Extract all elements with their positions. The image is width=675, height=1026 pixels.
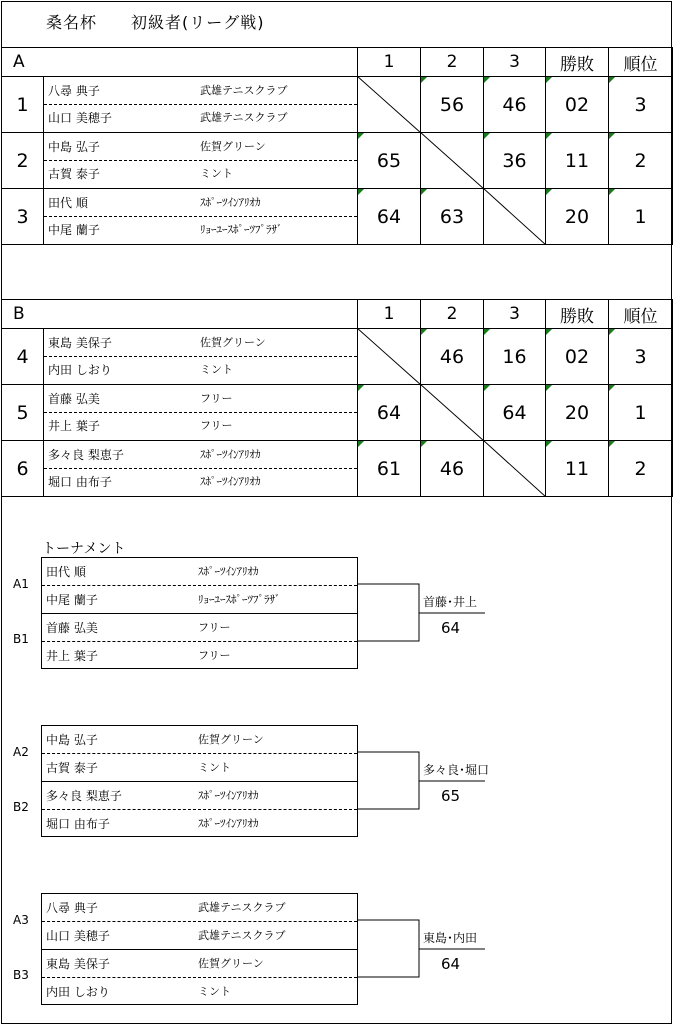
score-value: 65 <box>376 149 402 172</box>
player-name: 東島 美保子 <box>48 336 112 350</box>
player-name: 堀口 由布子 <box>46 817 110 831</box>
diagonal-line <box>420 384 484 441</box>
corner-marker <box>609 441 615 447</box>
player-club: 武雄テニスクラブ <box>200 111 288 124</box>
match-winner: 東島･内田 <box>423 931 478 945</box>
player-name: 八尋 典子 <box>48 84 100 98</box>
corner-marker <box>358 189 364 195</box>
player-club: 佐賀グリーン <box>200 140 266 153</box>
pair-cell <box>43 328 358 385</box>
score-cell <box>483 76 546 133</box>
player-club: ミント <box>200 363 233 376</box>
player-name: 中尾 蘭子 <box>48 223 100 237</box>
header-wl: 勝敗 <box>545 47 609 77</box>
rank-cell <box>608 384 673 441</box>
diagonal-line <box>357 328 421 385</box>
league-table-b <box>1 299 672 494</box>
win-loss-cell <box>545 132 609 189</box>
player-club: ミント <box>198 985 231 998</box>
score-cell <box>420 76 484 133</box>
player-club: ｽﾎﾟｰﾂｲﾝｱﾘｵｶ <box>198 817 259 830</box>
match-winner: 多々良･堀口 <box>423 763 490 777</box>
pair-cell <box>43 132 358 189</box>
group-label: A <box>1 47 358 77</box>
win-loss-cell <box>545 440 609 497</box>
bracket-box <box>41 893 358 1005</box>
win-loss-value: 02 <box>564 93 590 116</box>
page-title: 桑名杯 初級者(リーグ戦) <box>46 13 265 32</box>
row-number: 1 <box>1 76 44 133</box>
score-cell <box>357 384 421 441</box>
match-winner: 首藤･井上 <box>423 595 478 609</box>
corner-marker <box>484 329 490 335</box>
score-value: 36 <box>502 149 527 172</box>
player-club: 武雄テニスクラブ <box>198 929 286 942</box>
corner-marker <box>546 133 552 139</box>
player-name: 内田 しおり <box>46 985 110 999</box>
win-loss-value: 11 <box>564 457 590 480</box>
corner-marker <box>421 77 427 83</box>
rank-cell <box>608 328 673 385</box>
pair-divider <box>44 104 357 105</box>
corner-marker <box>609 329 615 335</box>
player-club: ｽﾎﾟｰﾂｲﾝｱﾘｵｶ <box>198 789 259 802</box>
player-name: 井上 葉子 <box>48 419 100 433</box>
score-value: 46 <box>439 345 465 368</box>
header-c2: 2 <box>420 47 484 77</box>
score-value: 16 <box>502 345 527 368</box>
diagonal-line <box>483 440 546 497</box>
header-c3: 3 <box>483 299 546 329</box>
pair-divider <box>44 412 357 413</box>
player-name: 中尾 蘭子 <box>46 593 98 607</box>
player-club: ﾘｮｰﾕｰｽﾎﾟｰﾂﾌﾟﾗｻﾞ <box>198 593 281 606</box>
pair-cell <box>43 188 358 245</box>
player-club: ミント <box>198 761 231 774</box>
player-name: 井上 葉子 <box>46 649 98 663</box>
win-loss-cell <box>545 384 609 441</box>
player-name: 古賀 泰子 <box>48 167 100 181</box>
score-cell <box>357 132 421 189</box>
header-c1: 1 <box>357 47 421 77</box>
score-value: 63 <box>439 205 465 228</box>
corner-marker <box>609 385 615 391</box>
player-club: 武雄テニスクラブ <box>200 84 288 97</box>
bracket-box <box>41 725 358 837</box>
player-name: 堀口 由布子 <box>48 475 112 489</box>
win-loss-value: 20 <box>564 205 590 228</box>
player-name: 古賀 泰子 <box>46 761 98 775</box>
diagonal-line <box>357 76 421 133</box>
score-value: 64 <box>502 401 527 424</box>
score-cell <box>420 188 484 245</box>
group-label: B <box>1 299 358 329</box>
player-club: フリー <box>200 419 233 432</box>
rank-value: 2 <box>634 457 647 480</box>
corner-marker <box>546 385 552 391</box>
score-value: 64 <box>376 205 402 228</box>
player-name: 多々良 梨恵子 <box>46 789 122 803</box>
score-value: 56 <box>439 93 465 116</box>
diagonal-line <box>420 132 484 189</box>
pair-divider <box>44 160 357 161</box>
corner-marker <box>484 133 490 139</box>
player-name: 山口 美穂子 <box>48 111 112 125</box>
corner-marker <box>421 189 427 195</box>
player-club: ﾘｮｰﾕｰｽﾎﾟｰﾂﾌﾟﾗｻﾞ <box>200 223 283 236</box>
player-name: 中島 弘子 <box>46 733 98 747</box>
header-c2: 2 <box>420 299 484 329</box>
score-cell <box>420 440 484 497</box>
league-table-a <box>1 47 672 242</box>
corner-marker <box>358 441 364 447</box>
header-c3: 3 <box>483 47 546 77</box>
seed-label-bottom: B2 <box>13 800 29 814</box>
corner-marker <box>358 133 364 139</box>
rank-cell <box>608 188 673 245</box>
row-number: 4 <box>1 328 44 385</box>
rank-value: 3 <box>634 345 647 368</box>
seed-label-bottom: B3 <box>13 968 29 982</box>
match-score: 64 <box>441 955 461 973</box>
player-name: 内田 しおり <box>48 363 112 377</box>
player-club: 佐賀グリーン <box>198 957 264 970</box>
row-number: 3 <box>1 188 44 245</box>
player-name: 山口 美穂子 <box>46 929 110 943</box>
player-club: ミント <box>200 167 233 180</box>
player-name: 首藤 弘美 <box>48 392 100 406</box>
player-name: 田代 順 <box>46 565 86 579</box>
diagonal-line <box>483 188 546 245</box>
win-loss-cell <box>545 328 609 385</box>
win-loss-cell <box>545 188 609 245</box>
bracket-box <box>41 557 358 669</box>
score-cell <box>357 188 421 245</box>
corner-marker <box>609 77 615 83</box>
player-club: ｽﾎﾟｰﾂｲﾝｱﾘｵｶ <box>198 565 259 578</box>
corner-marker <box>609 133 615 139</box>
pair-cell <box>43 384 358 441</box>
seed-label-top: A2 <box>13 745 29 759</box>
header-c1: 1 <box>357 299 421 329</box>
player-name: 首藤 弘美 <box>46 621 98 635</box>
score-cell <box>357 440 421 497</box>
rank-cell <box>608 440 673 497</box>
player-name: 中島 弘子 <box>48 140 100 154</box>
win-loss-value: 11 <box>564 149 590 172</box>
win-loss-value: 02 <box>564 345 590 368</box>
corner-marker <box>484 77 490 83</box>
score-value: 64 <box>376 401 402 424</box>
pair-divider <box>44 468 357 469</box>
score-cell <box>483 132 546 189</box>
corner-marker <box>421 329 427 335</box>
header-rank: 順位 <box>608 299 673 329</box>
self-match-cell <box>483 440 546 497</box>
rank-value: 2 <box>634 149 647 172</box>
rank-value: 1 <box>634 205 647 228</box>
score-cell <box>483 328 546 385</box>
seed-label-top: A3 <box>13 913 29 927</box>
player-club: ｽﾎﾟｰﾂｲﾝｱﾘｵｶ <box>200 475 261 488</box>
pair-cell <box>43 440 358 497</box>
self-match-cell <box>357 328 421 385</box>
player-club: 佐賀グリーン <box>198 733 264 746</box>
rank-cell <box>608 76 673 133</box>
self-match-cell <box>357 76 421 133</box>
corner-marker <box>484 385 490 391</box>
player-club: フリー <box>198 649 231 662</box>
player-name: 田代 順 <box>48 196 88 210</box>
win-loss-cell <box>545 76 609 133</box>
player-club: 佐賀グリーン <box>200 336 266 349</box>
header-wl: 勝敗 <box>545 299 609 329</box>
corner-marker <box>546 189 552 195</box>
player-club: ｽﾎﾟｰﾂｲﾝｱﾘｵｶ <box>200 196 261 209</box>
row-number: 2 <box>1 132 44 189</box>
pair-divider <box>44 356 357 357</box>
player-name: 八尋 典子 <box>46 901 98 915</box>
match-score: 64 <box>441 619 461 637</box>
rank-cell <box>608 132 673 189</box>
rank-value: 3 <box>634 93 647 116</box>
tournament-label: トーナメント <box>42 541 126 557</box>
player-name: 東島 美保子 <box>46 957 110 971</box>
row-number: 5 <box>1 384 44 441</box>
self-match-cell <box>420 384 484 441</box>
self-match-cell <box>420 132 484 189</box>
score-cell <box>483 384 546 441</box>
row-number: 6 <box>1 440 44 497</box>
win-loss-value: 20 <box>564 401 590 424</box>
rank-value: 1 <box>634 401 647 424</box>
score-value: 46 <box>502 93 527 116</box>
match-score: 65 <box>441 787 461 805</box>
corner-marker <box>358 385 364 391</box>
corner-marker <box>421 441 427 447</box>
player-club: フリー <box>198 621 231 634</box>
seed-label-bottom: B1 <box>13 632 29 646</box>
corner-marker <box>546 329 552 335</box>
pair-divider <box>44 216 357 217</box>
corner-marker <box>609 189 615 195</box>
corner-marker <box>546 441 552 447</box>
self-match-cell <box>483 188 546 245</box>
score-cell <box>420 328 484 385</box>
score-value: 61 <box>376 457 402 480</box>
player-club: フリー <box>200 392 233 405</box>
player-club: ｽﾎﾟｰﾂｲﾝｱﾘｵｶ <box>200 448 261 461</box>
header-rank: 順位 <box>608 47 673 77</box>
pair-cell <box>43 76 358 133</box>
corner-marker <box>546 77 552 83</box>
score-value: 46 <box>439 457 465 480</box>
player-name: 多々良 梨恵子 <box>48 448 124 462</box>
player-club: 武雄テニスクラブ <box>198 901 286 914</box>
seed-label-top: A1 <box>13 577 29 591</box>
